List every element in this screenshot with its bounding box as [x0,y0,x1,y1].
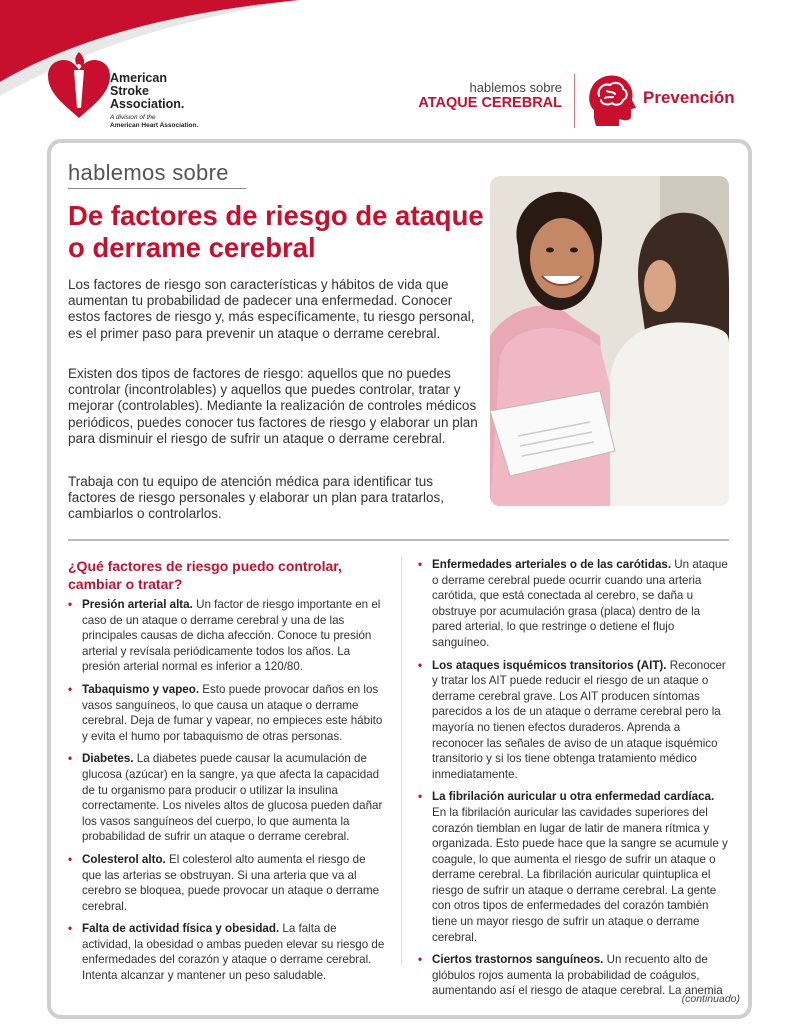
brain-head-icon [586,72,636,126]
item-text: La diabetes puede causar la acumulación de glucosa (azúcar) en la sangre, ya que afecta la capacidad de tu organismo para producir o utilizar la insulina correctamente. Los niveles altos de glucosa pueden dañar los vasos sanguíneos del cuerpo, lo que aumenta la probabilidad de sufrir un ataque o derrame cerebral. [82,752,383,844]
bullet-icon: • [418,953,423,967]
list-item [418,952,731,999]
item-lead: Tabaquismo y vapeo. [82,682,200,696]
list-item [418,789,731,945]
list-item [68,852,386,914]
series-kicker: hablemos sobre [469,80,562,95]
article-kicker: hablemos sobre [68,160,229,185]
list-item [418,557,731,651]
item-lead: Falta de actividad física y obesidad. [82,922,280,936]
item-lead: Enfermedades arteriales o de las carótidas. [432,558,672,571]
item-text: Reconocer y tratar los AIT puede reducir el riesgo de un ataque o derrame cerebral grave. Los AIT producen síntomas parecidos a los de un ataque o derrame cerebral pero la mayoría no tienen efectos duraderos. Aprenda a reconocer las señales de aviso de un ataque isquémico transitorio y si los tiene obtenga tratamiento médico inmediatamente. [432,658,726,781]
section-divider [68,539,729,541]
series-label [418,80,562,111]
item-lead: La fibrilación auricular u otra enfermedad cardíaca. [432,790,715,804]
intro-paragraph: Trabaja con tu equipo de atención médica para identificar tus factores de riesgo personales y elaborar un plan para tratarlos, cambiarlos o controlarlos. [68,474,444,522]
risk-factors-column-1 [68,558,386,991]
column-divider [401,556,402,966]
item-text: El colesterol alto aumenta el riesgo de que las arterias se obstruyan. Si una arteria que va al cerebro se bloquea, puede provocar un ataque o derrame cerebral. [82,852,380,913]
org-name-line: Stroke [110,84,149,98]
intro-paragraph: Existen dos tipos de factores de riesgo: aquellos que no puedes controlar (incontrolables) y aquellos que puedes controlar, tratar y mejorar (controlables). Mediante la realización de controles médicos periódicos, puedes conocer tus factores de riesgo y elaborar un plan para disminuir el riesgo de sufrir un ataque o derrame cerebral. [68,366,478,446]
bullet-icon: • [418,658,423,672]
bullet-icon: • [68,852,73,866]
bullet-icon: • [418,558,423,571]
risk-factors-column-2 [418,557,731,1006]
org-name-line: Association. [110,97,185,111]
item-text: Un factor de riesgo importante en el caso de un ataque o derrame cerebral y una de las principales causas de dicha afección. Conoce tu presión arterial y revísala periódicamente todos los años. La presión arterial normal es inferior a 120/80. [82,598,381,674]
item-text: La falta de actividad, la obesidad o ambas pueden elevar su riesgo de enfermedades del corazón y ataque o derrame cerebral. Intenta alcanzar y mantener un peso saludable. [82,922,385,983]
continued-label: (continuado) [681,993,740,1005]
item-lead: Colesterol alto. [82,852,166,866]
bullet-icon: • [418,790,423,804]
intro-paragraph: Los factores de riesgo son características y hábitos de vida que aumentan tu probabilidad de padecer una enfermedad. Conocer estos factores de riesgo y, más específicamente, tu riesgo personal, es el primer paso para prevenir un ataque o derrame cerebral. [68,277,475,341]
bullet-icon: • [68,752,73,766]
list-item [68,682,386,744]
list-item [418,658,731,783]
item-text: Un recuento alto de glóbulos rojos aumenta la probabilidad de coágulos, aumentando así el riesgo de ataque cerebral. La anemia [432,953,723,998]
org-division-line: A division of the [110,114,156,121]
org-name-line: American [110,71,167,85]
list-item [68,597,386,675]
bullet-icon: • [68,922,73,936]
bullet-icon: • [68,598,73,611]
section-heading: ¿Qué factores de riesgo puedo controlar, cambiar o tratar? [68,558,342,592]
org-name [110,72,198,130]
item-lead: Diabetes. [82,752,134,766]
series-topic: ATAQUE CEREBRAL [418,95,562,111]
header-divider [574,74,575,128]
patient-doctor-photo [490,176,729,506]
item-text: En la fibrilación auricular las cavidades superiores del corazón tiemblan en lugar de latir de manera rítmica y organizada. Esto puede hace que la sangre se acumule y coagule, lo que aumenta el riesgo de sufrir un ataque o derrame cerebral. La fibrilación auricular quintuplica el riesgo de sufrir un ataque o derrame cerebral. La gente con otros tipos de enfermedades del corazón también tiene un mayor riesgo de sufrir un ataque o derrame cerebral. [432,805,728,944]
item-lead: Ciertos trastornos sanguíneos. [432,953,604,967]
bullet-icon: • [68,682,73,696]
org-division-line: American Heart Association. [110,122,199,129]
item-text: Un ataque o derrame cerebral puede ocurrir cuando una arteria carótida, que está conectada al cerebro, se daña u obstruye por acumulación grasa (placa) dentro de la pared arterial, lo que restringe o detiene el flujo sanguíneo. [432,558,728,649]
category-label: Prevención [643,88,735,107]
list-item [68,751,386,845]
list-item [68,921,386,983]
item-lead: Presión arterial alta. [82,598,193,611]
item-text: Esto puede provocar daños en los vasos sanguíneos, lo que causa un ataque o derrame cerebral. Deja de fumar y vapear, no empieces este hábito y evita el humo por tabaquismo de otras personas. [82,682,383,743]
kicker-underline [68,188,246,189]
item-lead: Los ataques isquémicos transitorios (AIT). [432,658,667,672]
aha-torch-heart-logo [44,48,114,120]
page-title: De factores de riesgo de ataque o derrame cerebral [68,200,484,263]
